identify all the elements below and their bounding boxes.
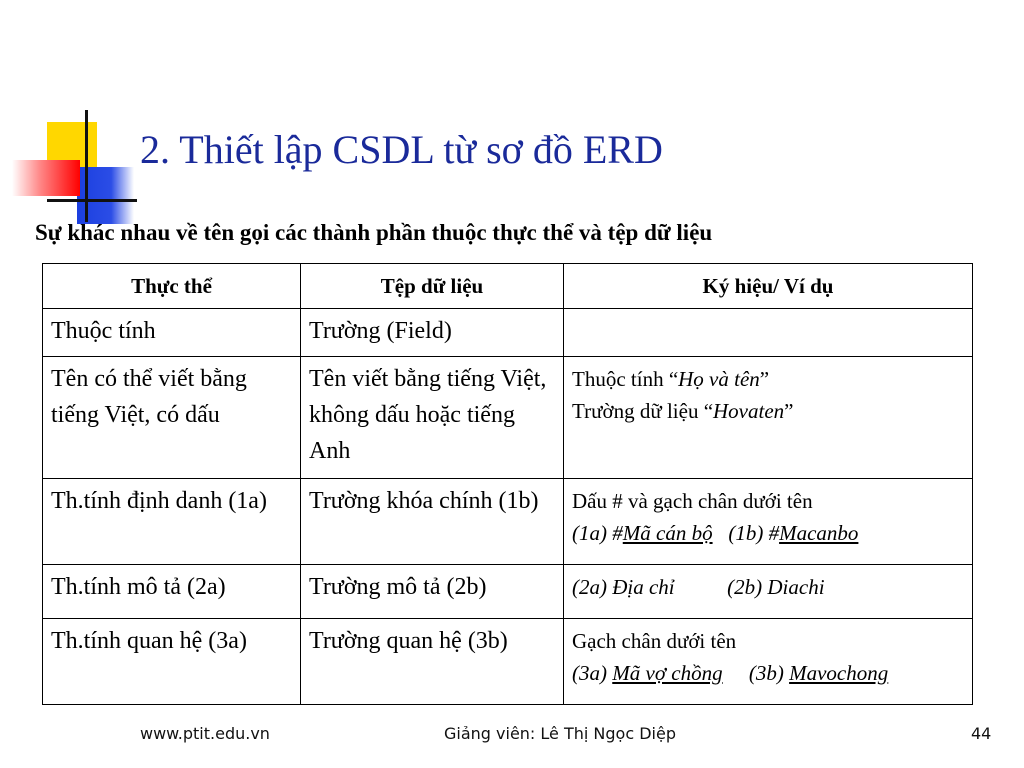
cell-entity: Th.tính định danh (1a) (43, 479, 301, 565)
decor-red-bar (12, 160, 80, 196)
cell-notation-example (564, 357, 973, 479)
cell-entity: Tên có thể viết bằng tiếng Việt, có dấu (43, 357, 301, 479)
example-line (572, 571, 964, 603)
table-row (43, 309, 973, 357)
example-text: ” (759, 367, 770, 391)
example-underlined-text: Mavochong (789, 661, 889, 685)
cell-data-file: Trường (Field) (301, 309, 564, 357)
example-text: Trường dữ liệu “ (572, 399, 714, 423)
example-text: (1b) # (712, 521, 780, 545)
example-text: ” (784, 399, 794, 423)
slide-title: 2. Thiết lập CSDL từ sơ đồ ERD (140, 127, 663, 172)
table-row (43, 565, 973, 619)
header-notation-example: Ký hiệu/ Ví dụ (564, 264, 973, 309)
example-underlined-text: Mã cán bộ (622, 521, 713, 545)
example-line (572, 517, 964, 549)
cell-entity: Th.tính quan hệ (3a) (43, 619, 301, 705)
example-text: Thuộc tính “ (572, 367, 679, 391)
cell-data-file: Trường khóa chính (1b) (301, 479, 564, 565)
decor-horizontal-line (47, 199, 137, 202)
cell-entity: Th.tính mô tả (2a) (43, 565, 301, 619)
comparison-table (42, 263, 973, 705)
footer-lecturer: Giảng viên: Lê Thị Ngọc Diệp (444, 724, 676, 743)
header-data-file: Tệp dữ liệu (301, 264, 564, 309)
cell-notation-example (564, 309, 973, 357)
cell-entity: Thuộc tính (43, 309, 301, 357)
example-line (572, 657, 964, 689)
example-text: Họ và tên (678, 367, 760, 391)
footer-website: www.ptit.edu.vn (140, 724, 270, 743)
example-text: (3a) (572, 661, 613, 685)
cell-data-file: Tên viết bằng tiếng Việt, không dấu hoặc tiếng Anh (301, 357, 564, 479)
cell-notation-example (564, 619, 973, 705)
example-text: (1a) # (572, 521, 623, 545)
header-entity: Thực thể (43, 264, 301, 309)
slide-subtitle: Sự khác nhau về tên gọi các thành phần thuộc thực thể và tệp dữ liệu (35, 220, 713, 245)
example-underlined-text: Macanbo (779, 521, 859, 545)
example-line (572, 485, 964, 517)
example-line (572, 625, 964, 657)
decor-vertical-line (85, 110, 88, 222)
example-text: (3b) (722, 661, 790, 685)
cell-notation-example (564, 479, 973, 565)
table-header-row (43, 264, 973, 309)
example-text: Hovaten (713, 399, 785, 423)
cell-data-file: Trường quan hệ (3b) (301, 619, 564, 705)
example-text: (2a) Địa chỉ (2b) Diachi (572, 575, 825, 599)
example-text: Dấu # và gạch chân dưới tên (572, 489, 813, 513)
cell-notation-example (564, 565, 973, 619)
example-underlined-text: Mã vợ chồng (612, 661, 723, 685)
example-line (572, 395, 964, 427)
table-row (43, 619, 973, 705)
cell-data-file: Trường mô tả (2b) (301, 565, 564, 619)
table-row (43, 357, 973, 479)
example-line (572, 363, 964, 395)
footer-page-number: 44 (971, 724, 992, 743)
table-row (43, 479, 973, 565)
example-text: Gạch chân dưới tên (572, 629, 737, 653)
